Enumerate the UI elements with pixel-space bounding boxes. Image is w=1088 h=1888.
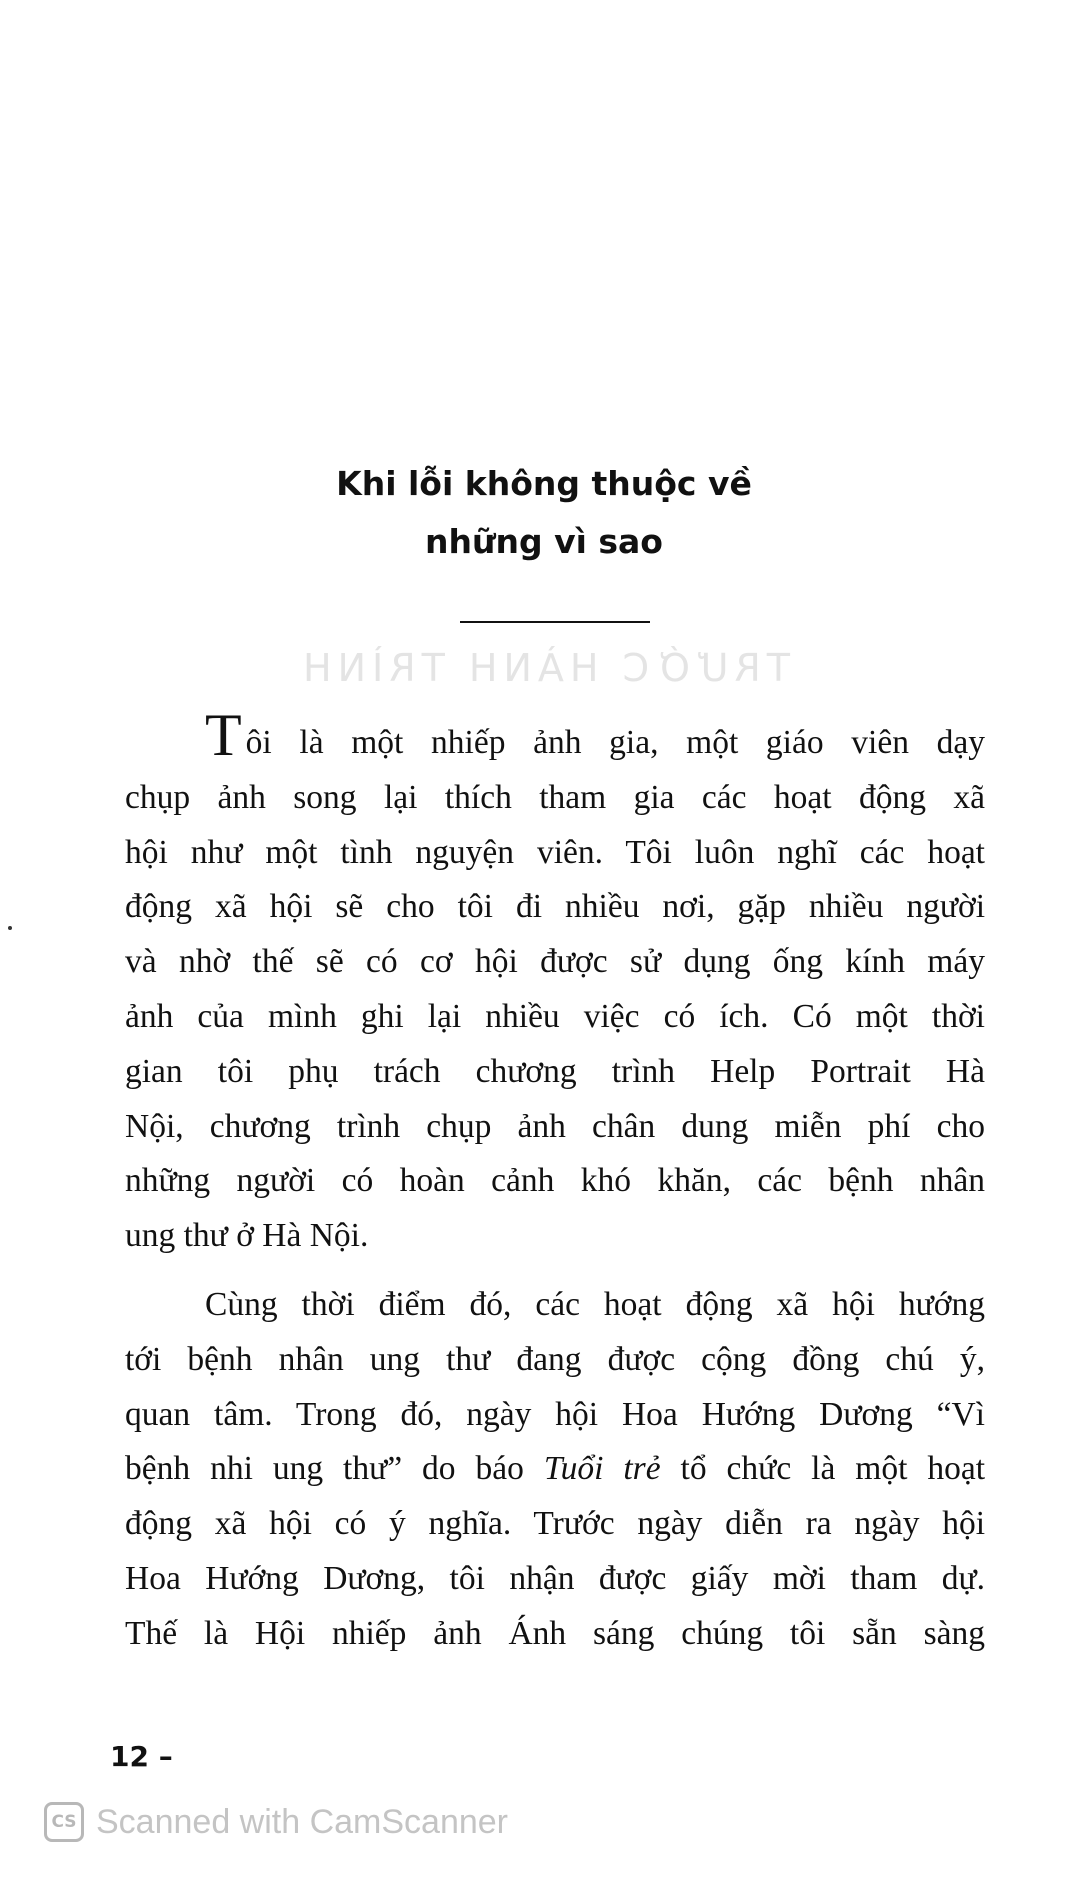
paragraph-2-line-text: tổ chức là một hoạt [660,1450,986,1488]
paragraph-1-line: ảnh của mình ghi lại nhiều việc có ích. Có một thời [125,997,985,1035]
paragraph-1-line: những người có hoàn cảnh khó khăn, các bệnh nhân [125,1162,985,1200]
title-divider [460,621,650,623]
chapter-title [0,455,1088,571]
paragraph-1-line: và nhờ thế sẽ có cơ hội được sử dụng ống kính máy [125,943,985,981]
camscanner-watermark [44,1802,508,1842]
camscanner-text: Scanned with CamScanner [96,1802,509,1841]
paragraph-2-line-text: bệnh nhi ung thư” do báo [125,1450,544,1488]
paragraph-1-line [125,702,985,771]
paragraph-2-line: Hoa Hướng Dương, tôi nhận được giấy mời tham dự. [125,1559,985,1597]
paragraph-1-line-text: ôi là một nhiếp ảnh gia, một giáo viên dạy [245,724,985,761]
paragraph-2-line: động xã hội có ý nghĩa. Trước ngày diễn ra ngày hội [125,1505,985,1543]
page-number: 12 – [110,1740,173,1773]
paragraph-2-line: Thế là Hội nhiếp ảnh Ánh sáng chúng tôi sẵn sàng [125,1614,985,1652]
paragraph-1-line: chụp ảnh song lại thích tham gia các hoạt động xã [125,778,985,816]
paragraph-1-line: hội như một tình nguyện viên. Tôi luôn nghĩ các hoạt [125,833,985,871]
paragraph-1-line: gian tôi phụ trách chương trình Help Portrait Hà [125,1052,985,1090]
bleed-through-text: TRƯỚC HÀNH TRÌNH [297,646,790,690]
camscanner-logo-icon: CS [44,1802,84,1842]
scan-speck [8,926,12,930]
newspaper-name: Tuổi trẻ [543,1450,661,1488]
paragraph-1-line: ung thư ở Hà Nội. [125,1217,369,1255]
chapter-title-line-2: những vì sao [425,522,663,561]
paragraph-2-line-text: Cùng thời điểm đó, các hoạt động xã hội hướng [205,1285,985,1323]
paragraph-1 [125,702,985,1264]
paragraph-2 [125,1278,985,1662]
chapter-title-line-1: Khi lỗi không thuộc về [336,464,752,503]
paragraph-2-line [125,1442,985,1497]
drop-cap: T [205,702,242,768]
paragraph-1-line: Nội, chương trình chụp ảnh chân dung miễn phí cho [125,1107,985,1145]
paragraph-2-line: tới bệnh nhân ung thư đang được cộng đồng chú ý, [125,1340,985,1378]
paragraph-2-line [125,1278,985,1333]
paragraph-1-line: động xã hội sẽ cho tôi đi nhiều nơi, gặp nhiều người [125,888,985,926]
paragraph-2-line: quan tâm. Trong đó, ngày hội Hoa Hướng Dương “Vì [125,1395,985,1433]
chapter-body [125,702,986,1662]
